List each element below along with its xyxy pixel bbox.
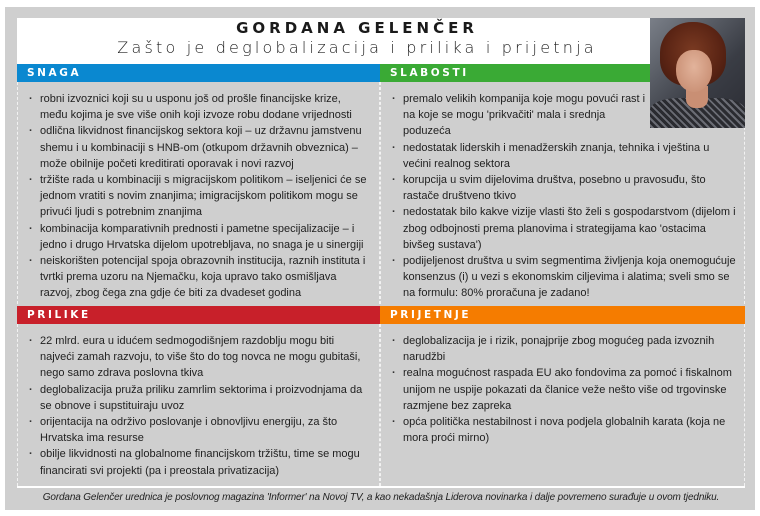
list-item: · orijentacija na održivo poslovanje i obnovljivu energiju, za što Hrvatska ima resurse <box>26 414 371 446</box>
prilike-list <box>26 333 371 479</box>
list-item: · nedostatak bilo kakve vizije vlasti što želi s gospodarstvom (dijelom i zbog odbojnosti prema planovima i strategijama kao 'ostacima bivšeg sustava') <box>389 204 736 253</box>
photo-face-shape <box>676 50 712 92</box>
author-photo <box>650 18 745 128</box>
list-item: · nedostatak liderskih i menadžerskih znanja, tehnika i vještina u većini realnog sektora <box>389 140 736 172</box>
list-item: · deglobalizacija je i rizik, ponajprije zbog mogućeg pada izvoznih narudžbi <box>389 333 736 365</box>
section-header-snaga: SNAGA <box>17 64 380 82</box>
section-header-prijetnje: PRIJETNJE <box>380 306 745 324</box>
list-item: · robni izvoznici koji su u usponu još od prošle financijske krize, među kojima je sve više onih koji izvoze robu dodane vrijednosti <box>26 91 371 123</box>
list-item: · realna mogućnost raspada EU ako fondovima za pomoć i fiskalnom unijom ne uspije pokazati da članice veže nešto više od trgovinske razmjene bez zapreka <box>389 365 736 414</box>
list-item: · 22 mlrd. eura u idućem sedmogodišnjem razdoblju mogu biti najveći zamah razvoju, to više što do tog novca ne mogu gubitaši, nego samo zdrava poslovna tkiva <box>26 333 371 382</box>
section-header-prilike: PRILIKE <box>17 306 380 324</box>
list-item: · deglobalizacija pruža priliku zamrlim sektorima i proizvodnjama da se obnove i supstituiraju uvoz <box>26 382 371 414</box>
header <box>17 18 745 64</box>
list-item: · obilje likvidnosti na globalnome financijskom tržištu, time se mogu financirati svi projekti (pa i preostala privatizacija) <box>26 446 371 478</box>
list-item: · odlična likvidnost financijskog sektora koji – uz državnu jamstvenu shemu i u kombinaciji s HNB-om (otkupom državnih obveznica) – može obilnije početi kreditirati oporavak i novi razvoj <box>26 123 371 172</box>
snaga-list <box>26 91 371 302</box>
author-caption: Gordana Gelenčer urednica je poslovnog magazina 'Informer' na Novoj TV, a kao nekadašnja Liderova novinarka i dalje povremeno surađuje u ovom tjedniku. <box>42 492 720 503</box>
section-prijetnje <box>380 324 745 486</box>
footer-divider <box>17 486 745 488</box>
section-snaga <box>17 82 380 304</box>
list-item: · kombinacija komparativnih prednosti i pametne specijalizacije – i jedno i drugo Hrvatska dijelom upotrebljava, no snaga je u sinergiji <box>26 221 371 253</box>
article-subtitle: Zašto je deglobalizacija i prilika i prijetnja <box>117 38 597 57</box>
section-prilike <box>17 324 380 486</box>
list-item: · korupcija u svim dijelovima društva, posebno u pravosuđu, što rastače društveno tkivo <box>389 172 736 204</box>
list-item: · opća politička nestabilnost i nova podjela globalnih karata (koja ne mora proći mirno) <box>389 414 736 446</box>
list-item: · tržište rada u kombinaciji s migracijskom politikom – iseljenici će se jednom vratiti s novim znanjima; imigracijskom politikom mogu se privući ljudi s potrebnim znanjima <box>26 172 371 221</box>
section-header-slabosti: SLABOSTI <box>380 64 652 82</box>
author-name: GORDANA GELENČER <box>236 19 478 37</box>
list-item: · podijeljenost društva u svim segmentima življenja koja onemogućuje konsenzus (i) u vezi s ekonomskim ciljevima i alatima; sveli smo se na formulu: 80% proračuna je zadano! <box>389 253 736 302</box>
list-item: · neiskorišten potencijal spoja obrazovnih institucija, raznih instituta i tvrtki prema uzoru na Njemačku, koja upravo tako osmišljava razvoj, zbog čega zna gdje će biti za dvadeset godina <box>26 253 371 302</box>
prijetnje-list <box>389 333 736 446</box>
list-item: · premalo velikih kompanija koje mogu povući rast i na koje se mogu 'prikvačiti' mala i srednja poduzeća <box>389 91 648 140</box>
